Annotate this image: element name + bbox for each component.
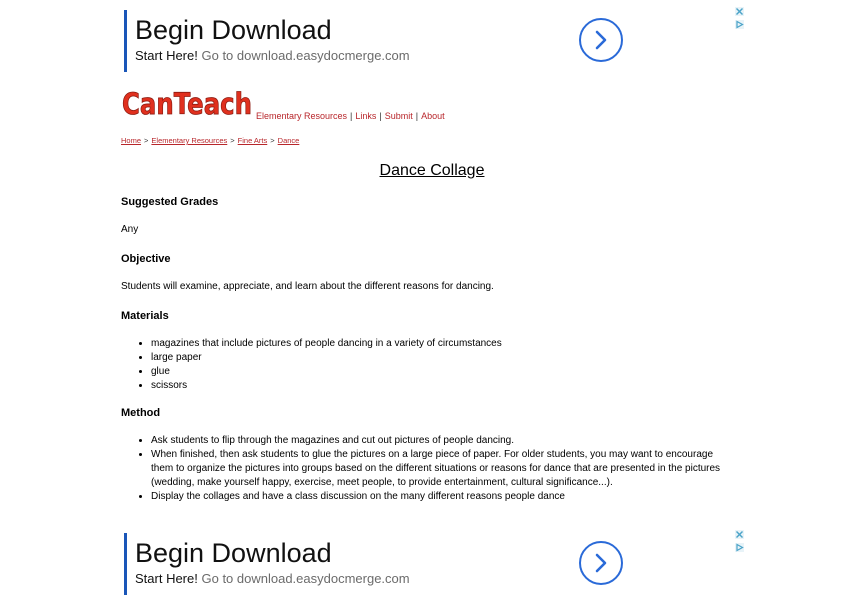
close-icon: [735, 7, 744, 16]
ad-info-button-top[interactable]: [734, 19, 745, 30]
ad-accent-bar: [124, 533, 127, 595]
breadcrumb: [121, 136, 299, 146]
materials-list: [121, 337, 731, 393]
breadcrumb-separator: >: [144, 136, 149, 145]
ad-subline[interactable]: [135, 571, 410, 587]
list-item: • When finished, then ask students to glue the pictures on a large piece of paper. For older students, you may want to encourage them to organize the pictures into groups based on the different situations or reasons for dance that are presented in the pictures (wedding, make yourself happy, exercise, meet people, to provide entertainment, cultural significance...).: [151, 448, 731, 490]
list-item: • glue: [151, 365, 731, 379]
adchoices-icon: [735, 20, 744, 29]
canteach-logo[interactable]: [121, 86, 254, 119]
nav-separator: |: [350, 111, 353, 121]
ad-close-button-bottom[interactable]: [734, 529, 745, 540]
heading-method: Method: [121, 407, 161, 419]
breadcrumb-separator: >: [230, 136, 235, 145]
ad-banner-bottom[interactable]: [124, 533, 624, 595]
top-navigation: [256, 110, 445, 122]
grades-text: Any: [121, 224, 139, 235]
breadcrumb-link-elementary-resources[interactable]: Elementary Resources: [151, 136, 228, 145]
list-item: • Display the collages and have a class discussion on the many different reasons people dance: [151, 490, 731, 504]
breadcrumb-separator: >: [270, 136, 275, 145]
ad-subline[interactable]: [135, 48, 410, 64]
chevron-right-icon: [593, 553, 609, 573]
close-icon: [735, 530, 744, 539]
nav-link-submit[interactable]: Submit: [384, 111, 413, 121]
list-item: • large paper: [151, 351, 731, 365]
ad-url[interactable]: Go to download.easydocmerge.com: [201, 571, 410, 586]
ad-banner-top[interactable]: [124, 10, 624, 72]
nav-separator: |: [379, 111, 382, 121]
method-list: [121, 434, 731, 504]
list-item: • scissors: [151, 379, 731, 393]
chevron-right-icon: [593, 30, 609, 50]
ad-accent-bar: [124, 10, 127, 72]
ad-arrow-button[interactable]: [579, 18, 623, 62]
breadcrumb-link-fine-arts[interactable]: Fine Arts: [237, 136, 268, 145]
logo-text: CanTeach: [122, 87, 252, 121]
page-title: Dance Collage: [379, 162, 485, 179]
nav-separator: |: [415, 111, 419, 121]
ad-arrow-button[interactable]: [579, 541, 623, 585]
nav-link-links[interactable]: Links: [355, 111, 377, 121]
nav-link-elementary-resources[interactable]: Elementary Resources: [256, 111, 348, 121]
ad-close-button-top[interactable]: [734, 6, 745, 17]
ad-headline[interactable]: Begin Download: [135, 538, 332, 568]
heading-materials: Materials: [121, 310, 169, 322]
objective-text: Students will examine, appreciate, and learn about the different reasons for dancing.: [121, 281, 494, 292]
heading-suggested-grades: Suggested Grades: [121, 196, 219, 208]
heading-objective: Objective: [121, 253, 171, 265]
ad-url[interactable]: Go to download.easydocmerge.com: [201, 48, 410, 63]
breadcrumb-link-home[interactable]: Home: [121, 136, 142, 145]
adchoices-icon: [735, 543, 744, 552]
ad-cta[interactable]: Start Here!: [135, 48, 198, 63]
list-item: • Ask students to flip through the magazines and cut out pictures of people dancing.: [151, 434, 731, 448]
breadcrumb-link-dance[interactable]: Dance: [277, 136, 300, 145]
ad-headline[interactable]: Begin Download: [135, 15, 332, 45]
ad-cta[interactable]: Start Here!: [135, 571, 198, 586]
ad-info-button-bottom[interactable]: [734, 542, 745, 553]
nav-link-about[interactable]: About: [421, 111, 445, 121]
list-item: • magazines that include pictures of people dancing in a variety of circumstances: [151, 337, 731, 351]
